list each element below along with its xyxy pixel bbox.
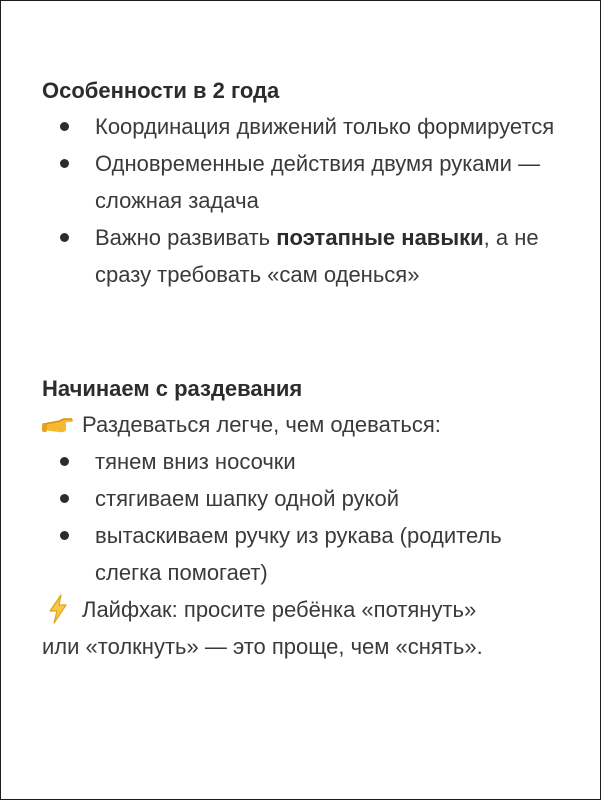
list-item-text: вытаскиваем ручку из рукава (родитель слегка помогает)	[95, 523, 502, 585]
lightning-icon	[46, 594, 70, 624]
pointing-hand-icon	[42, 410, 76, 438]
list-item	[42, 219, 572, 293]
features-list	[42, 108, 572, 293]
tip-text-line2: или «толкнуть» — это проще, чем «снять».	[42, 634, 483, 659]
list-item	[42, 480, 572, 517]
intro-text: Раздеваться легче, чем одеваться:	[82, 412, 441, 437]
list-item-text: Одновременные действия двумя руками — сложная задача	[95, 151, 541, 213]
intro-line	[42, 406, 572, 443]
list-item-text: стягиваем шапку одной рукой	[95, 486, 399, 511]
list-item	[42, 443, 572, 480]
list-item-text-pre: Важно развивать	[95, 225, 277, 250]
list-item-text: тянем вниз носочки	[95, 449, 296, 474]
section-undressing	[42, 372, 572, 665]
list-item-text: Координация движений только формируется	[95, 114, 555, 139]
section-title-undressing: Начинаем с раздевания	[42, 376, 303, 401]
list-item-bold: поэтапные навыки	[276, 225, 484, 250]
tip-line-continuation	[42, 628, 572, 665]
section-title-age-features: Особенности в 2 года	[42, 78, 280, 103]
list-item-text-post: , а не сразу требовать «сам оденься»	[95, 225, 539, 287]
list-item	[42, 145, 572, 219]
post-content	[42, 74, 572, 665]
list-item	[42, 108, 572, 145]
list-item	[42, 517, 572, 591]
undressing-list	[42, 443, 572, 591]
tip-text-line1: Лайфхак: просите ребёнка «потянуть»	[82, 597, 477, 622]
tip-line	[42, 591, 572, 628]
